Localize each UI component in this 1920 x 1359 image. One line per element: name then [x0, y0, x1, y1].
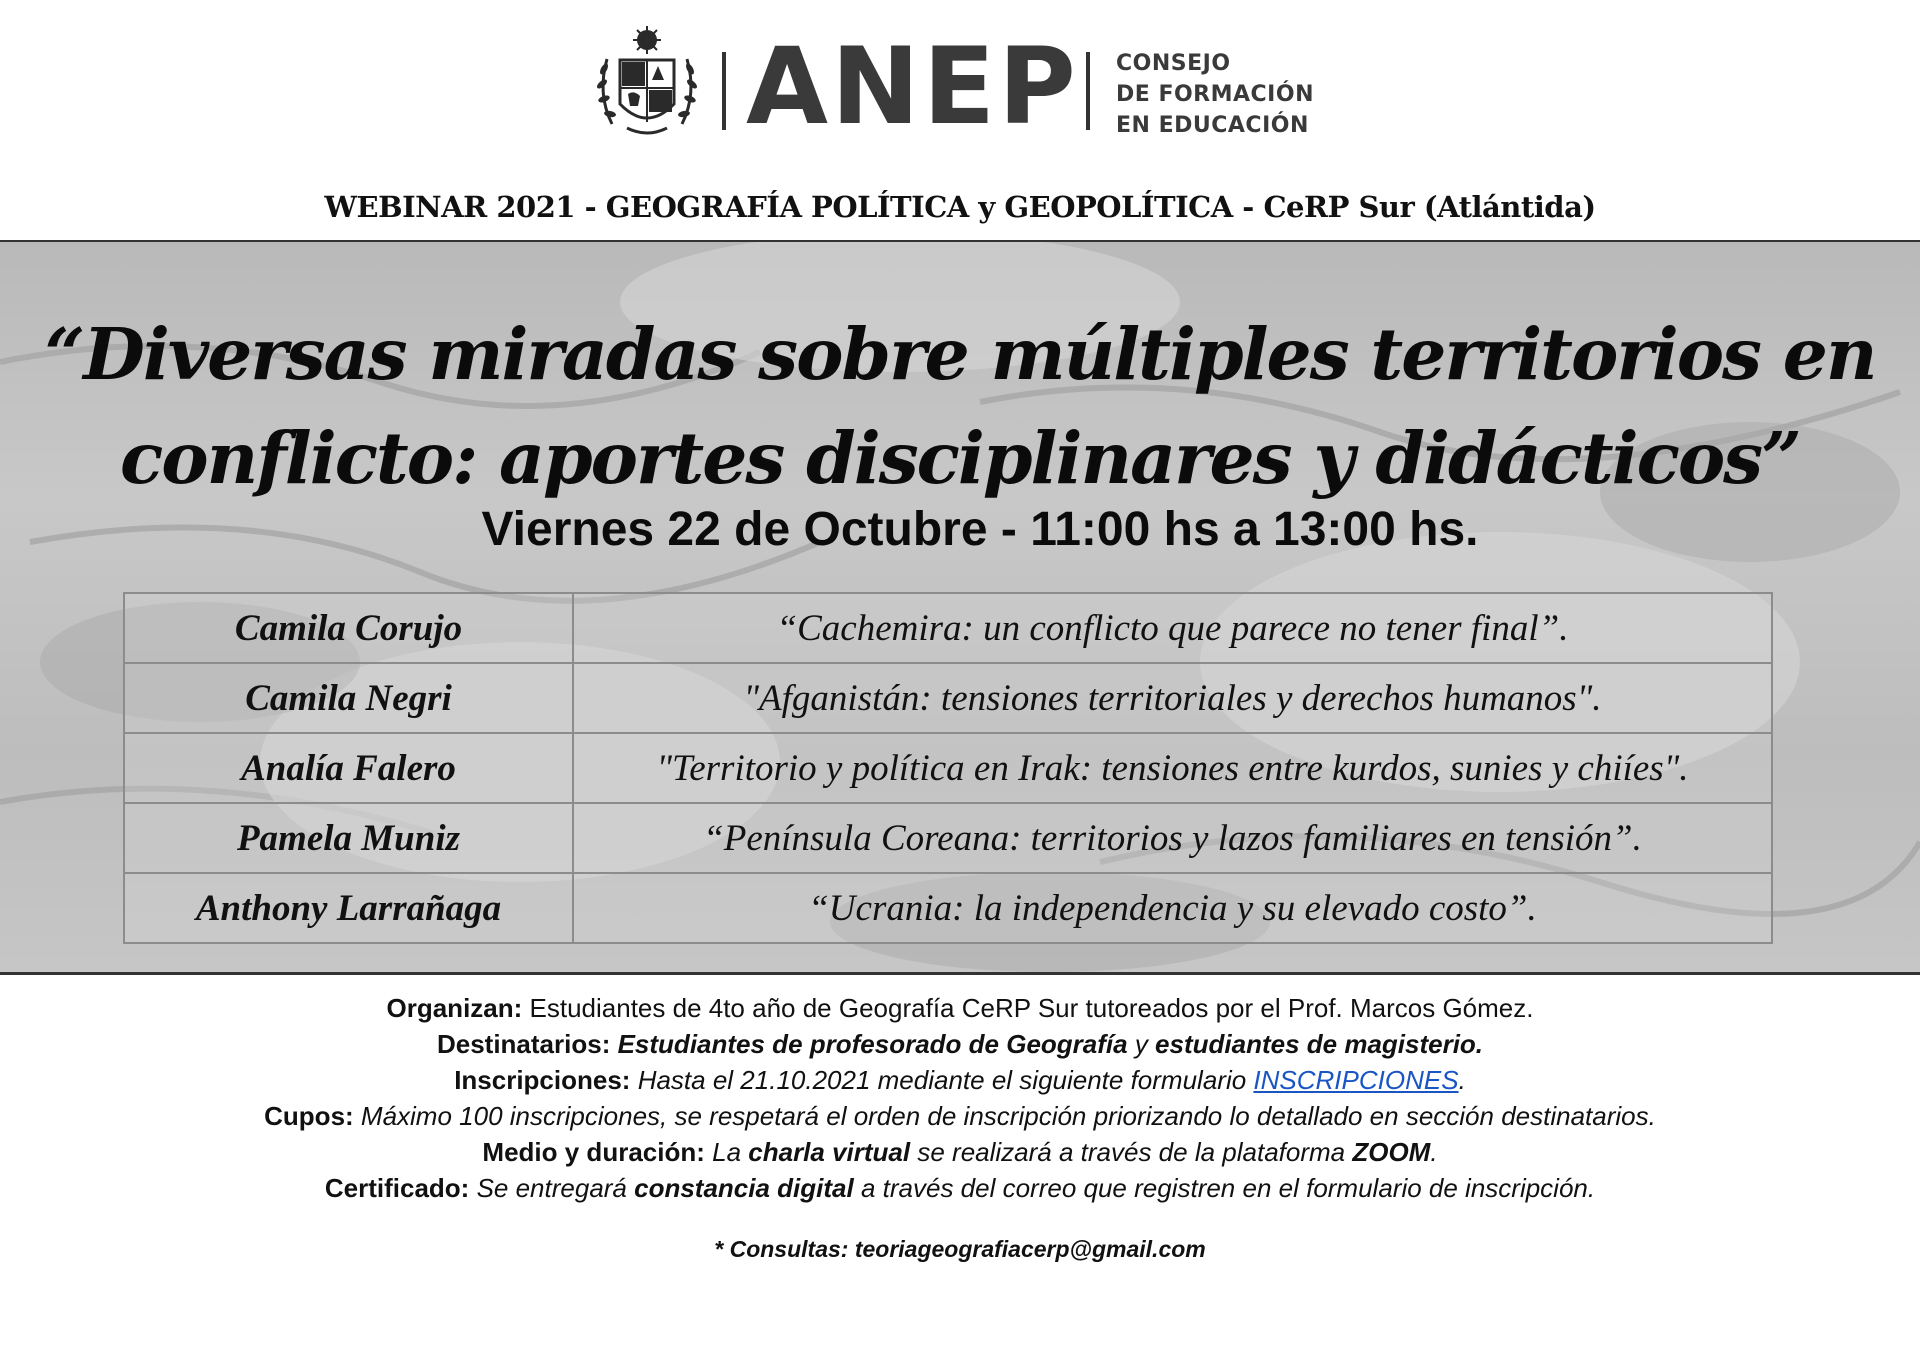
- info-destinatarios: [0, 1026, 1920, 1062]
- header-divider: [722, 52, 726, 130]
- title-line: “Diversas miradas sobre múltiples territorios en: [44, 312, 1876, 396]
- info-text: Estudiantes de profesorado de Geografía: [617, 1029, 1128, 1059]
- speaker-name: Pamela Muniz: [124, 803, 573, 873]
- info-text: estudiantes de magisterio.: [1155, 1029, 1484, 1059]
- info-label: Destinatarios:: [436, 1029, 611, 1059]
- info-label: Medio y duración:: [482, 1137, 705, 1167]
- info-text: charla virtual: [748, 1137, 911, 1167]
- info-inscripciones: [0, 1062, 1920, 1098]
- info-text: .: [1458, 1065, 1466, 1095]
- contact-email: * Consultas: teoriageografiacerp@gmail.com: [714, 1236, 1206, 1262]
- info-text: ZOOM: [1352, 1137, 1431, 1167]
- speaker-topic: “Península Coreana: territorios y lazos familiares en tensión”.: [573, 803, 1772, 873]
- uruguay-coat-of-arms-icon: [592, 24, 702, 142]
- speaker-topic: “Cachemira: un conflicto que parece no tener final”.: [573, 593, 1772, 663]
- title-line: conflicto: aportes disciplinares y didácticos”: [120, 416, 1800, 500]
- info-text: Estudiantes de 4to año de Geografía CeRP Sur tutoreados por el Prof. Marcos Gómez.: [522, 993, 1534, 1023]
- info-cupos: [0, 1098, 1920, 1134]
- info-text: constancia digital: [634, 1173, 854, 1203]
- speaker-topic: "Afganistán: tensiones territoriales y derechos humanos".: [573, 663, 1772, 733]
- council-line: CONSEJO: [1116, 51, 1231, 76]
- info-text: se realizará a través de la plataforma: [910, 1137, 1353, 1167]
- table-row: [124, 593, 1772, 663]
- info-text: .: [1430, 1137, 1438, 1167]
- event-title: [0, 302, 1920, 510]
- table-row: [124, 663, 1772, 733]
- inscripciones-link[interactable]: INSCRIPCIONES: [1253, 1065, 1459, 1095]
- info-label: Certificado:: [324, 1173, 470, 1203]
- info-label: Cupos:: [264, 1101, 354, 1131]
- event-banner: [0, 240, 1920, 975]
- info-text: a través del correo que registren en el formulario de inscripción.: [853, 1173, 1596, 1203]
- webinar-subtitle: WEBINAR 2021 - GEOGRAFÍA POLÍTICA y GEOPOLÍTICA - CeRP Sur (Atlántida): [324, 190, 1596, 224]
- council-line: EN EDUCACIÓN: [1116, 113, 1309, 138]
- council-line: DE FORMACIÓN: [1116, 82, 1314, 107]
- speaker-name: Analía Falero: [124, 733, 573, 803]
- info-organizan: [0, 990, 1920, 1026]
- info-text: Hasta el 21.10.2021 mediante el siguiente formulario: [630, 1065, 1254, 1095]
- speaker-name: Camila Negri: [124, 663, 573, 733]
- event-datetime: Viernes 22 de Octubre - 11:00 hs a 13:00 hs.: [481, 503, 1479, 556]
- speakers-table: [123, 592, 1773, 944]
- info-label: Organizan:: [386, 993, 523, 1023]
- info-certificado: [0, 1170, 1920, 1206]
- anep-logo: ANEP: [746, 25, 1079, 148]
- speaker-topic: “Ucrania: la independencia y su elevado costo”.: [573, 873, 1772, 943]
- info-label: Inscripciones:: [454, 1065, 631, 1095]
- table-row: [124, 803, 1772, 873]
- speaker-name: Anthony Larrañaga: [124, 873, 573, 943]
- info-text: y: [1127, 1029, 1156, 1059]
- header: [0, 0, 1920, 160]
- event-info: [0, 990, 1920, 1206]
- speaker-topic: "Territorio y política en Irak: tensiones entre kurdos, sunies y chiíes".: [573, 733, 1772, 803]
- info-text: La: [704, 1137, 749, 1167]
- header-divider: [1086, 52, 1090, 130]
- speaker-name: Camila Corujo: [124, 593, 573, 663]
- info-text: Máximo 100 inscripciones, se respetará el orden de inscripción priorizando lo detallado en sección destinatarios.: [353, 1101, 1656, 1131]
- council-name: [1116, 48, 1314, 141]
- info-medio: [0, 1134, 1920, 1170]
- table-row: [124, 873, 1772, 943]
- table-row: [124, 733, 1772, 803]
- info-text: Se entregará: [469, 1173, 635, 1203]
